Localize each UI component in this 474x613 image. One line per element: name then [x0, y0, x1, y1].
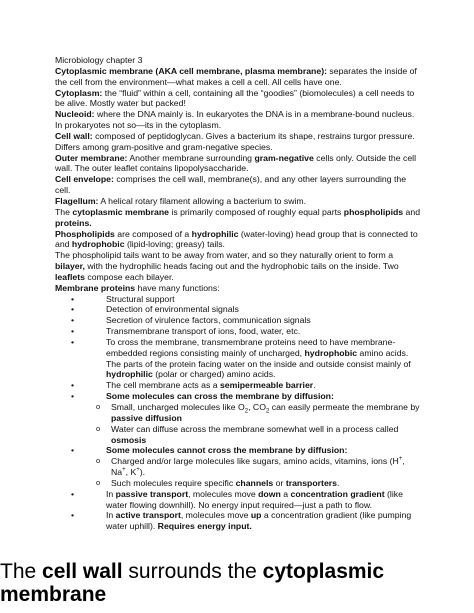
- list-item: • Transmembrane transport of ions, food, water, etc.: [55, 326, 423, 337]
- list-item: [55, 445, 423, 488]
- superscript: +: [398, 456, 403, 463]
- text: and: [403, 206, 421, 217]
- sub-list: [55, 456, 423, 489]
- bold-text: Membrane proteins: [55, 282, 136, 293]
- text: The cell membrane acts as a: [106, 380, 220, 391]
- bold-text: down: [258, 488, 281, 499]
- text: (water-loving) head group that is connected to and: [55, 228, 418, 250]
- text: Small, uncharged molecules like O: [111, 402, 245, 412]
- term: Cell envelope:: [55, 174, 114, 185]
- superscript: +: [122, 467, 126, 474]
- list-item: • Detection of environmental signals: [55, 304, 423, 315]
- text: To cross the membrane, transmembrane proteins need to have membrane-embedded regions consisting mainly of uncharged,: [106, 336, 396, 358]
- bold-text: cell wall: [42, 560, 123, 583]
- text: , molecules move: [180, 510, 251, 521]
- bold-text: passive diffusion: [111, 412, 182, 423]
- sub-list: [55, 402, 423, 445]
- sub-list-item: [55, 402, 423, 424]
- bold-text: Some molecules cannot cross the membrane by diffusion:: [106, 445, 348, 456]
- bold-text: transporters: [285, 477, 337, 488]
- definition-text: comprises the cell wall, membrane(s), and any other layers surrounding the cell.: [55, 174, 407, 196]
- text: , K: [125, 467, 137, 478]
- text: a concentration gradient (like pumping water uphill).: [106, 510, 412, 532]
- definition-cytoplasmic-membrane: [55, 66, 423, 88]
- subscript: 2: [265, 408, 270, 415]
- sub-list-item: [55, 478, 423, 489]
- large-title-overlay: [0, 560, 474, 606]
- text: can easily permeate the membrane by: [269, 402, 420, 412]
- list-item: [55, 489, 423, 511]
- text: have many functions:: [135, 282, 220, 293]
- term: Cell wall:: [55, 130, 93, 141]
- definition-nucleoid: [55, 109, 423, 131]
- bold-text: Phospholipids: [55, 228, 115, 239]
- term: Cytoplasm:: [55, 87, 103, 98]
- bold-text: osmosis: [111, 434, 147, 445]
- definition-cell-envelope: [55, 174, 423, 196]
- text: Water can diffuse across the membrane somewhat well in a process called: [111, 423, 399, 434]
- bold-text: passive transport: [115, 488, 189, 499]
- bold-text: semipermeable barrier: [219, 380, 314, 391]
- list-item: • Structural support: [55, 294, 423, 305]
- text: (like water flowing downhill). No energy input required—just a path to flow.: [106, 488, 403, 510]
- bold-text: hydrophilic: [106, 369, 153, 380]
- bold-text: active transport: [115, 510, 181, 521]
- bold-text: hydrophobic: [304, 347, 358, 358]
- text: (lipid-loving; greasy) tails.: [124, 239, 225, 250]
- text: , CO: [248, 402, 266, 412]
- function-list: [55, 294, 423, 533]
- document-body: [55, 55, 423, 532]
- list-item: [55, 337, 423, 380]
- bold-text: cytoplasmic membrane: [0, 560, 385, 606]
- term: Nucleoid:: [55, 109, 95, 120]
- text: a: [280, 488, 291, 499]
- definition-text: composed of peptidoglycan. Gives a bacterium its shape, restrains turgor pressure. Differs among gram-positive and gram-negative species.: [55, 130, 415, 152]
- text: compose each bilayer.: [84, 271, 174, 282]
- term: Cytoplasmic membrane (AKA cell membrane, plasma membrane):: [55, 65, 327, 76]
- definition-flagellum: [55, 196, 423, 207]
- term: Outer membrane:: [55, 152, 128, 163]
- text: cells only. Outside the cell wall. The outer leaflet contains lipopolysaccharide.: [55, 152, 417, 174]
- text: Such molecules require specific: [111, 477, 236, 488]
- text: .: [337, 477, 340, 488]
- text: is primarily composed of roughly equal parts: [168, 206, 344, 217]
- paragraph-membrane-proteins: [55, 283, 423, 294]
- bold-text: gram-negative: [254, 152, 314, 163]
- document-heading: Microbiology chapter 3: [55, 55, 143, 65]
- text: The phospholipid tails want to be away from water, and so they naturally orient to form a: [55, 250, 394, 261]
- bold-text: hydrophobic: [71, 239, 125, 250]
- text: ).: [139, 467, 146, 478]
- definition-outer-membrane: [55, 153, 423, 175]
- superscript: +: [136, 467, 140, 474]
- bold-text: concentration gradient: [290, 488, 385, 499]
- bold-text: up: [250, 510, 262, 521]
- text: .: [313, 380, 316, 391]
- text: The: [0, 560, 43, 583]
- bold-text: Some molecules can cross the membrane by diffusion:: [106, 391, 334, 402]
- list-item: [55, 391, 423, 445]
- text: , molecules move: [188, 488, 259, 499]
- text: or: [273, 477, 286, 488]
- paragraph-membrane-composition: [55, 207, 423, 229]
- bold-text: hydrophilic: [191, 228, 239, 239]
- definition-text: separates the inside of the cell from the environment—what makes a cell a cell. All cells have one.: [55, 65, 417, 87]
- bold-text: proteins.: [55, 217, 92, 228]
- text: with the hydrophilic heads facing out and the hydrophobic tails on the inside. Two: [84, 261, 399, 272]
- bold-text: bilayer,: [55, 261, 85, 272]
- list-item: [55, 380, 423, 391]
- text: Another membrane surrounding: [127, 152, 255, 163]
- definition-text: where the DNA mainly is. In eukaryotes the DNA is in a membrane-bound nucleus. In prokaryotes not so—its in the cytoplasm.: [55, 109, 415, 131]
- text: , Na: [111, 456, 405, 478]
- text: are composed of a: [114, 228, 192, 239]
- bold-text: cytoplasmic membrane: [72, 206, 169, 217]
- text: surrounds the: [122, 560, 263, 583]
- definition-text: A helical rotary filament allowing a bacterium to swim.: [98, 195, 307, 206]
- sub-list-item: [55, 456, 423, 478]
- definition-cell-wall: [55, 131, 423, 153]
- text: Charged and/or large molecules like sugars, amino acids, vitamins, ions (H: [111, 456, 399, 467]
- definition-cytoplasm: [55, 88, 423, 110]
- bold-text: channels: [235, 477, 274, 488]
- paragraph-bilayer: [55, 250, 423, 283]
- paragraph-phospholipids: [55, 229, 423, 251]
- list-item: • Secretion of virulence factors, communication signals: [55, 315, 423, 326]
- text: In: [106, 510, 116, 521]
- text: The: [55, 206, 73, 217]
- subscript: 2: [244, 408, 249, 415]
- text: amino acids. The parts of the protein facing water on the inside and outside consist mainly of: [106, 347, 411, 369]
- term: Flagellum:: [55, 195, 99, 206]
- text: In: [106, 488, 116, 499]
- bold-text: leaflets: [55, 271, 85, 282]
- text: (polar or charged) amino acids.: [152, 369, 276, 380]
- sub-list-item: [55, 424, 423, 446]
- bold-text: Requires energy input.: [157, 521, 252, 532]
- definition-text: the “fluid” within a cell, containing all the “goodies” (biomolecules) a cell needs to be alive. Mostly water but packed!: [55, 87, 415, 109]
- bold-text: phospholipids: [343, 206, 404, 217]
- list-item: [55, 510, 423, 532]
